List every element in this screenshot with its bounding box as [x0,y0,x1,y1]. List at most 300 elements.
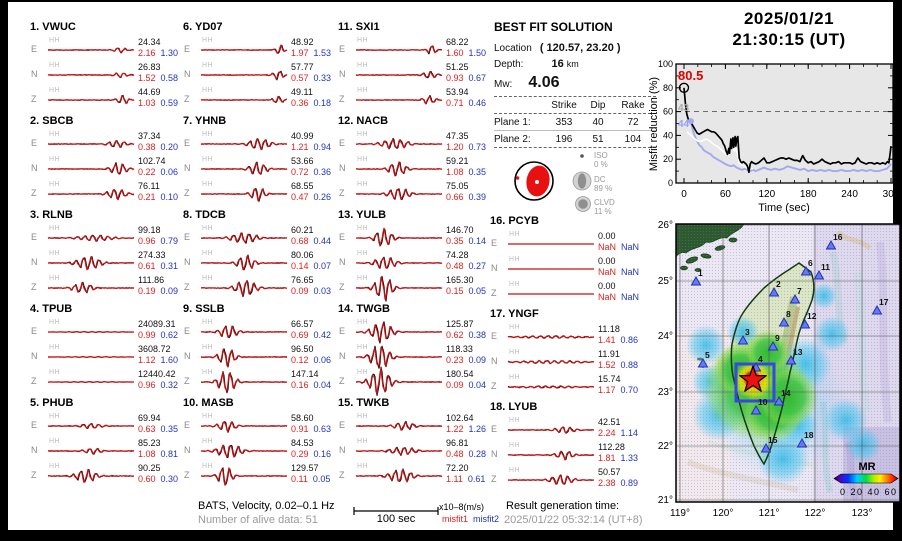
trace-values [598,256,639,278]
location-label: Location [494,43,532,54]
trace-values [291,250,331,272]
component-label: N [491,356,498,366]
channel-label: HH [202,181,214,188]
amplitude-value: 42.51 [598,417,621,427]
component-label: N [339,257,346,267]
station-block-twgb [332,302,487,396]
component-label: Z [339,376,345,386]
svg-text:12: 12 [807,311,817,321]
component-row-e [24,413,179,438]
component-row-n [177,344,332,369]
component-row-e [484,231,640,256]
trace-values [446,131,486,153]
figure-canvas [8,2,900,530]
waveform-trace [356,131,444,156]
component-row-n [177,250,332,275]
amplitude-value: 85.23 [138,438,161,448]
svg-text:1: 1 [698,268,703,278]
alive-data-count: Number of alive data: 51 [198,514,318,526]
misfit1-value: 1.17 [598,385,616,395]
component-label: E [339,420,346,430]
channel-label: HH [49,438,61,445]
misfit2-value: 0.58 [160,73,179,83]
misfit1-value: 0.09 [291,286,309,296]
component-row-z [332,275,487,300]
station-header: 1. VWUC [30,21,76,33]
component-row-n [484,349,639,374]
component-label: Z [31,282,37,292]
component-label: Z [339,470,345,480]
svg-text:4: 4 [758,354,763,364]
component-label: Z [491,288,497,298]
lat-tick-label: 24° [657,331,673,342]
component-label: E [184,420,191,430]
misfit1-value: 1.41 [598,335,616,345]
trace-values [291,225,331,247]
component-label: N [31,163,38,173]
channel-label: HH [49,463,61,470]
waveform-trace [201,250,289,275]
component-label: N [31,351,38,361]
misfit1-value: 0.72 [291,167,309,177]
misfit1-value: 0.47 [291,192,309,202]
misfit2-value: 0.44 [313,236,332,246]
component-row-n [24,62,179,87]
svg-text:13: 13 [793,347,803,357]
misfit1-value: 0.48 [446,449,464,459]
scale-label: 100 sec [376,513,416,525]
waveform-trace [356,463,444,488]
misfit-plot-text: 180 [799,189,817,200]
misfit2-value: 1.50 [468,48,487,58]
component-row-z [177,181,332,206]
misfit1-value: 0.69 [291,330,309,340]
misfit2-value: 0.59 [160,98,179,108]
station-block-pcyb [484,214,640,308]
misfit1-value: 0.21 [138,192,156,202]
result-time-value: 2025/01/22 05:32:14 (UT+8) [504,514,643,526]
component-row-e [177,225,332,250]
component-label: N [339,69,346,79]
channel-label: HH [509,324,521,331]
waveform-trace [508,374,596,399]
misfit1-value: 1.20 [446,142,464,152]
svg-text:8: 8 [786,309,791,319]
component-label: N [31,69,38,79]
col-dip: Dip [590,99,606,111]
component-label: E [184,44,191,54]
component-row-e [177,319,332,344]
amplitude-value: 102.64 [446,413,474,423]
trace-values [446,344,486,366]
trace-values [291,275,331,297]
misfit1-value: 1.21 [291,142,309,152]
trace-values [291,37,331,59]
plane2-label: Plane 2: [494,133,531,145]
misfit1-value: 0.22 [138,167,156,177]
misfit2-value: 0.10 [160,192,179,202]
amplitude-value: 53.66 [291,156,314,166]
amplitude-value: 96.81 [446,438,469,448]
channel-label: HH [202,156,214,163]
station-header: 9. SSLB [183,303,225,315]
misfit-plot-text: 60 [719,189,731,200]
waveform-trace [356,344,444,369]
depth-label: Depth: [494,59,524,70]
waveform-trace [201,225,289,250]
channel-label: HH [202,463,214,470]
mw-label: Mw: [494,79,513,90]
mr-colorbar [834,474,898,483]
misfit1-value: 0.09 [446,380,464,390]
misfit1-value: 1.52 [138,73,156,83]
station-header: 13. YULB [338,209,387,221]
misfit2-value: 0.42 [313,330,332,340]
trace-values [291,131,331,153]
channel-label: HH [357,413,369,420]
channel-label: HH [357,37,369,44]
component-label: E [31,44,38,54]
misfit2-value: 0.88 [620,360,639,370]
trace-values [446,319,486,341]
amplitude-value: 37.34 [138,131,161,141]
component-label: N [184,351,191,361]
channel-label: HH [202,62,214,69]
misfit2-value: 1.33 [620,453,639,463]
lon-tick-label: 122° [804,508,826,519]
amplitude-value: 96.50 [291,344,314,354]
misfit1-value: 0.57 [291,73,309,83]
amplitude-value: 11.18 [598,324,620,334]
channel-label: HH [202,344,214,351]
amplitude-value: 24.34 [138,37,161,47]
component-row-n [332,344,487,369]
component-row-e [177,413,332,438]
misfit1-value: 0.71 [446,98,464,108]
channel-label: HH [509,349,521,356]
component-row-z [177,275,332,300]
component-label: N [491,449,498,459]
misfit1-value: 0.60 [138,474,156,484]
component-row-z [24,181,179,206]
trace-values [446,438,486,460]
component-row-e [484,324,639,349]
location-value: ( 120.57, 23.20 ) [539,42,621,54]
component-row-e [177,37,332,62]
component-label: Z [184,188,190,198]
lon-tick-label: 119° [670,508,690,519]
misfit2-value: 0.62 [160,330,179,340]
component-label: E [31,326,38,336]
amplitude-value: 68.55 [291,181,314,191]
channel-label: HH [357,225,369,232]
component-label: Z [339,94,345,104]
channel-label: HH [357,438,369,445]
component-row-n [484,256,640,281]
misfit2-value: 0.06 [160,167,179,177]
component-row-e [24,131,179,156]
waveform-trace [48,131,136,156]
trace-values [446,275,486,297]
channel-label: HH [202,369,214,376]
event-datetime [686,8,892,50]
component-row-z [332,463,484,488]
trace-values [598,417,638,439]
amplitude-value: 69.94 [138,413,161,423]
station-block-yulb [332,208,487,302]
component-label: N [184,257,191,267]
misfit2-value: 0.33 [313,73,332,83]
trace-values [138,463,178,485]
location-row [494,42,664,54]
waveform-trace [48,250,136,275]
component-row-n [332,62,487,87]
channel-label: HH [49,369,61,376]
channel-label: HH [202,225,214,232]
misfit1-value: 0.29 [291,449,309,459]
component-label: Z [184,282,190,292]
misfit1-value: 1.08 [138,449,156,459]
amplitude-value: 60.21 [291,225,314,235]
station-header: 5. PHUB [30,397,74,409]
lat-tick-label: 25° [657,276,673,287]
misfit1-value: 0.11 [291,474,308,484]
misfit1-value: 2.16 [138,48,156,58]
waveform-trace [356,275,444,300]
misfit2-value: 0.30 [160,474,179,484]
misfit2-value: NaN [621,267,640,277]
misfit1-value: 0.96 [138,380,156,390]
misfit2-value: 1.53 [313,48,332,58]
trace-values [598,442,638,464]
amplitude-value: 180.54 [446,369,474,379]
component-row-e [332,37,487,62]
component-row-z [24,463,179,488]
channel-label: HH [357,181,369,188]
amplitude-value: 99.18 [138,225,161,235]
trace-values [291,463,330,485]
event-time: 21:30:15 (UT) [732,30,846,49]
trace-values [598,231,639,253]
misfit2-value: 0.09 [160,286,179,296]
waveform-trace [356,181,444,206]
channel-label: HH [357,369,369,376]
station-header: 16. PCYB [490,215,539,227]
component-label: Z [184,376,190,386]
misfit2-value: 1.14 [620,428,639,438]
result-time-label: Result generation time: [506,500,620,512]
misfit2-value: 0.39 [468,192,487,202]
channel-label: HH [49,131,61,138]
misfit1-value: 1.52 [598,360,616,370]
dc-label: DC 89 % [594,175,613,193]
amplitude-value: 90.25 [138,463,161,473]
plane1-strike: 353 [555,116,573,128]
component-label: E [184,232,191,242]
trace-values [291,413,331,435]
svg-text:7: 7 [797,286,802,296]
misfit2-value: 0.94 [313,142,332,152]
misfit1-value: 0.19 [138,286,156,296]
mw-row [494,74,664,92]
trace-values [138,37,178,59]
component-row-z [332,181,487,206]
depth-unit: km [566,59,579,69]
waveform-trace [201,369,289,394]
waveform-trace [48,62,136,87]
misfit2-value: 0.38 [468,330,487,340]
lat-tick-label: 26° [657,220,673,231]
component-label: E [339,326,346,336]
misfit-legend [442,514,499,524]
trace-values [446,181,486,203]
channel-label: HH [202,37,214,44]
component-row-z [24,369,179,394]
misfit2-value: 0.32 [160,380,179,390]
channel-label: HH [49,156,61,163]
channel-label: HH [49,275,61,282]
waveform-trace [201,319,289,344]
depth-row [494,58,664,70]
amplitude-value: 66.57 [291,319,314,329]
misfit2-value: 0.81 [160,449,179,459]
amplitude-value: 48.92 [291,37,314,47]
misfit2-value: 1.26 [468,424,487,434]
station-block-tdcb [177,208,332,302]
waveform-trace [48,369,136,394]
channel-label: HH [357,131,369,138]
channel-label: HH [202,131,214,138]
waveform-trace [508,417,596,442]
misfit-plot-text: 40 [662,130,673,141]
trace-values [138,250,178,272]
misfit1-value: 0.36 [291,98,309,108]
svg-text:9: 9 [775,333,780,343]
station-block-sbcb [24,114,179,208]
amplitude-value: 68.22 [446,37,469,47]
trace-values [446,250,486,272]
misfit1-value: 0.68 [291,236,309,246]
col-rake: Rake [621,99,645,111]
channel-label: HH [509,374,521,381]
trace-values [291,181,331,203]
misfit-plot-text: 240 [841,189,858,200]
misfit2-legend: misfit2 [473,514,500,524]
station-block-lyub [484,400,639,494]
misfit2-value: 1.30 [160,48,179,58]
waveform-trace [201,181,289,206]
component-row-z [484,281,640,306]
dc-icon [573,172,591,190]
misfit2-value: 0.36 [313,167,332,177]
misfit2-value: 0.20 [160,142,179,152]
component-label: E [184,326,191,336]
component-row-z [484,374,639,399]
svg-text:6: 6 [808,258,813,268]
trace-values [446,37,486,59]
station-header: 18. LYUB [490,401,538,413]
misfit1-value: NaN [598,242,617,252]
amplitude-value: 0.00 [598,231,616,241]
station-block-yngf [484,307,639,401]
station-header: 3. RLNB [30,209,73,221]
misfit1-value: 2.24 [598,428,616,438]
channel-label: HH [357,319,369,326]
amplitude-value: 84.53 [291,438,314,448]
misfit1-value: 1.81 [598,453,616,463]
waveform-trace [48,87,136,112]
amplitude-value: 11.91 [598,349,620,359]
trace-values [291,319,331,341]
amplitude-value: 3608.72 [138,344,171,354]
station-block-masb [177,396,332,490]
best-fit-panel [494,20,664,148]
amplitude-value: 51.25 [446,62,469,72]
component-row-n [177,438,332,463]
channel-label: HH [49,87,61,94]
amplitude-value: 118.33 [446,344,473,354]
component-row-n [177,156,332,181]
misfit2-value: 0.28 [468,449,487,459]
svg-text:16: 16 [833,232,843,242]
component-label: N [184,163,191,173]
amplitude-value: 80.06 [291,250,314,260]
trace-values [446,225,486,247]
taiwan-map [648,212,902,541]
component-label: E [31,232,38,242]
amplitude-value: 26.83 [138,62,161,72]
amplitude-value: 125.87 [446,319,474,329]
best-fit-heading: BEST FIT SOLUTION [494,20,613,34]
plane2-rake: 104 [624,133,642,145]
waveform-trace [48,37,136,62]
channel-label: HH [357,156,369,163]
channel-label: HH [202,319,214,326]
event-date: 2025/01/21 [743,9,835,28]
station-block-rlnb [24,208,179,302]
misfit2-value: 0.67 [468,73,487,83]
lon-tick-label: 120° [712,508,734,519]
channel-label: HH [49,250,61,257]
amplitude-value: 112.28 [598,442,625,452]
svg-text:2: 2 [776,279,781,289]
component-row-n [332,250,487,275]
focal-mechanism-graphics [508,148,668,224]
trace-values [138,369,178,391]
component-label: E [31,138,38,148]
station-block-yd07 [177,20,332,114]
trace-values [138,156,178,178]
channel-label: HH [357,250,369,257]
waveform-trace [48,413,136,438]
amplitude-value: 49.11 [291,87,313,97]
waveform-trace [201,344,289,369]
station-block-tpub [24,302,179,396]
trace-values [138,413,178,435]
amplitude-value: 165.30 [446,275,474,285]
table-header-row [494,97,656,114]
component-row-z [24,275,179,300]
svg-text:11: 11 [821,262,830,272]
waveform-trace [508,281,596,306]
plane1-label: Plane 1: [494,116,531,128]
misfit1-legend: misfit1 [442,514,469,524]
trace-values [446,369,486,391]
misfit1-value: 1.11 [446,474,463,484]
channel-label: HH [509,442,521,449]
misfit1-value: 0.93 [446,73,464,83]
misfit1-value: 0.38 [138,142,156,152]
